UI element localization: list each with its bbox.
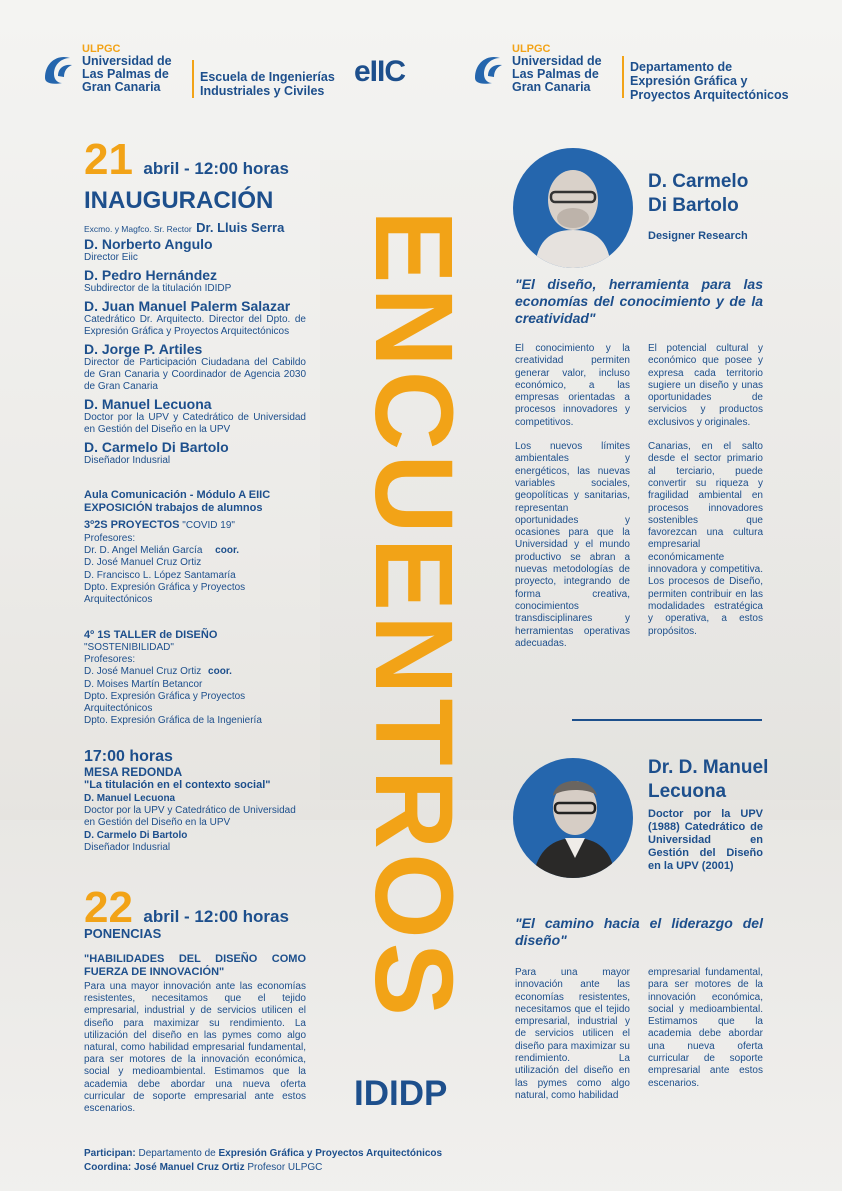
- person-role: Director de Participación Ciudadana del Cabildo de Gran Canaria y Coordinador de Agencia 2030 de Gran Canaria: [84, 357, 306, 392]
- day1-date: [84, 135, 324, 184]
- mesa-time: 17:00 horas: [84, 748, 173, 765]
- paragraph: Canarias, en el salto desde el sector primario al terciario, puede convertir su riqueza y fragilidad ambiental en procesos innovadores sostenibles que favorezcan una cultura empresarial económicamente innovadora y competitiva. Los procesos de Diseño, permiten contribuir en las modalidades estratégica y operativa, a estos propósitos.: [648, 441, 763, 637]
- speaker1-quote: "El diseño, herramienta para las economías del conocimiento y de la creatividad": [515, 276, 763, 326]
- person-role: Doctor por la UPV y Catedrático de Universidad en Gestión del Diseño en la UPV: [84, 412, 306, 435]
- expo-line: [84, 515, 306, 533]
- speaker1-name: [648, 170, 748, 218]
- rector-prefix: Excmo. y Magfco. Sr. Rector: [84, 224, 192, 234]
- university-name-line: Gran Canaria: [512, 80, 591, 94]
- university-name-line: Gran Canaria: [82, 80, 161, 94]
- prof-label: Profesores:: [84, 533, 136, 544]
- mesa-redonda-block: [84, 748, 306, 855]
- paragraph: El conocimiento y la creatividad permiten generar valor, incluso económico, a las empresas orientadas a procesos innovadores y competitivos.: [515, 343, 630, 428]
- footer-coordina: [84, 1161, 684, 1174]
- mesa-participant: D. Manuel Lecuona: [84, 793, 176, 804]
- eiic-logo: eIIC: [354, 55, 406, 88]
- professor: D. Francisco L. López Santamaría: [84, 569, 236, 581]
- speaker2-quote: "El camino hacia el liderazgo del diseño": [515, 915, 763, 948]
- ulpgc-logo-left: [42, 44, 172, 94]
- lecuona-portrait: [513, 758, 633, 878]
- school-line: Industriales y Civiles: [200, 84, 325, 98]
- coordina-label: Coordina:: [84, 1162, 132, 1173]
- mesa-role: Doctor por la UPV y Catedrático de Universidad en Gestión del Diseño en la UPV: [84, 805, 296, 829]
- speaker1-col1: [515, 343, 630, 650]
- university-name-line: Universidad de: [512, 54, 602, 68]
- taller-line: "SOSTENIBILIDAD": [84, 642, 174, 653]
- university-name-line: Las Palmas de: [82, 67, 169, 81]
- speaker1-col2: [648, 343, 763, 638]
- coor-label: coor.: [215, 545, 240, 557]
- section-divider: [572, 719, 762, 721]
- person-name: D. Manuel Lecuona: [84, 396, 212, 412]
- day2-text: Para una mayor innovación ante las economías resistentes, necesitamos que el tejido empresarial, industrial y de servicios utilicen el diseño para maximizar su rendimiento. La utilización del diseño en las pymes como algo natural, como habilidad empresarial fundamental, para ser motores de la innovación económica, social y medioambiental. Estimamos que la academia debe abordar una nueva oferta curricular de soporte empresarial ante estos escenarios.: [84, 981, 306, 1115]
- mesa-title: MESA REDONDA: [84, 765, 183, 779]
- speaker2-name: [648, 756, 768, 804]
- department: Dpto. Expresión Gráfica y Proyectos Arquitectónicos: [84, 690, 246, 715]
- day1-number: 21: [84, 135, 133, 184]
- mesa-participant: D. Carmelo Di Bartolo: [84, 830, 188, 842]
- taller-line: 4º 1S TALLER de DISEÑO: [84, 629, 218, 641]
- school-line: Escuela de Ingenierías: [200, 70, 335, 84]
- coordina-name: José Manuel Cruz Ortiz: [131, 1162, 245, 1173]
- day1-date-text: abril - 12:00 horas: [143, 159, 289, 178]
- ulpgc-tag: ULPGC: [512, 43, 551, 55]
- rector-name: Dr. Lluis Serra: [196, 220, 285, 235]
- person-name: D. Jorge P. Artiles: [84, 341, 203, 357]
- expo-course: 3º2S PROYECTOS: [84, 519, 180, 531]
- expo-line: EXPOSICIÓN trabajos de alumnos: [84, 502, 263, 514]
- speaker1-name-line: D. Carmelo: [648, 171, 749, 192]
- header-divider: [192, 60, 194, 98]
- speaker2-role: Doctor por la UPV (1988) Catedrático de Universidad en Gestión del Diseño en la UPV (2001): [648, 808, 763, 872]
- person-name: D. Pedro Hernández: [84, 267, 218, 283]
- encuentros-title: ENCUENTROS: [352, 209, 475, 1021]
- day2-date: [84, 883, 324, 932]
- person-role: Director Eiic: [84, 252, 138, 263]
- university-name-line: Las Palmas de: [512, 67, 599, 81]
- ulpgc-tag: ULPGC: [82, 43, 121, 55]
- speaker2-col1: Para una mayor innovación ante las economías resistentes, necesitamos que el tejido empresarial, industrial y de servicios utilicen el diseño para maximizar su rendimiento. La utilización del diseño en las pymes como algo natural, como habilidad: [515, 967, 630, 1101]
- person-role: Catedrático Dr. Arquitecto. Director del Dpto. de Expresión Gráfica y Proyectos Arquitectónicos: [84, 314, 306, 337]
- rector-line: [84, 219, 324, 237]
- carmelo-portrait: [513, 148, 633, 268]
- mesa-topic: "La titulación en el contexto social": [84, 779, 271, 791]
- expo-line: Aula Comunicación - Módulo A EIIC: [84, 489, 271, 501]
- coordina-role: Profesor ULPGC: [244, 1162, 323, 1173]
- speaker1-name-line: Di Bartolo: [648, 195, 739, 216]
- participan-label: Participan:: [84, 1148, 136, 1159]
- person-name: D. Carmelo Di Bartolo: [84, 439, 229, 455]
- ulpgc-logo-right: [472, 44, 602, 94]
- department-name: [630, 60, 789, 102]
- professor: [84, 666, 306, 678]
- department-line: Expresión Gráfica y: [630, 74, 748, 88]
- person-name: D. Juan Manuel Palerm Salazar: [84, 298, 291, 314]
- participan-department: Expresión Gráfica y Proyectos Arquitectónicos: [218, 1148, 443, 1159]
- school-name: [200, 70, 335, 98]
- paragraph: El potencial cultural y económico que posee y expresa cada territorio sugiere un diseño y unas oportunidades de servicios y productos exclusivos y originales.: [648, 343, 763, 428]
- ididp-title: IDIDP: [354, 1074, 448, 1113]
- professor: D. José Manuel Cruz Ortiz: [84, 557, 202, 569]
- department: Dpto. Expresión Gráfica de la Ingeniería: [84, 715, 262, 727]
- day2-date-text: abril - 12:00 horas: [143, 907, 289, 926]
- speaker1-role: Designer Research: [648, 230, 748, 242]
- day1-heading: INAUGURACIÓN: [84, 187, 274, 214]
- day2-subtitle: "HABILIDADES DEL DISEÑO COMO FUERZA DE INNOVACIÓN": [84, 953, 306, 978]
- coor-label: coor.: [208, 666, 232, 678]
- participan-text: Departamento de: [135, 1148, 219, 1159]
- ulpgc-wave-icon: [472, 52, 506, 86]
- person-name: D. Norberto Angulo: [84, 236, 213, 252]
- professor: [84, 545, 306, 557]
- speaker2-name-line: Lecuona: [648, 781, 727, 802]
- expo-course-topic: "COVID 19": [179, 520, 235, 531]
- department-line: Proyectos Arquitectónicos: [630, 88, 789, 102]
- university-name-line: Universidad de: [82, 54, 172, 68]
- footer-participan: [84, 1147, 684, 1160]
- speaker-list: [84, 236, 306, 467]
- person-role: Subdirector de la titulación IDIDP: [84, 283, 232, 294]
- professor: D. Moises Martín Betancor: [84, 678, 203, 690]
- prof-label: Profesores:: [84, 654, 136, 666]
- paragraph: Los nuevos límites ambientales y energéticos, las nuevas variables sociales, geopolíticas y sanitarias, representan oportunidades y ocasiones para que la Universidad y el mundo productivo se abran a nuevas metodologías de proyecto, integrando de forma creativa, conocimientos transdisciplinares y herramientas operativas adecuadas.: [515, 441, 630, 649]
- exposicion-block: [84, 489, 306, 606]
- ulpgc-wave-icon: [42, 52, 76, 86]
- mesa-role: Diseñador Indusrial: [84, 842, 171, 854]
- department: Dpto. Expresión Gráfica y Proyectos Arquitectónicos: [84, 581, 246, 606]
- person-role: Diseñador Indusrial: [84, 455, 171, 466]
- header-divider: [622, 56, 624, 98]
- professor-name: D. José Manuel Cruz Ortiz: [84, 666, 202, 678]
- day2-number: 22: [84, 883, 133, 932]
- department-line: Departamento de: [630, 60, 733, 74]
- day2-heading: PONENCIAS: [84, 926, 162, 941]
- speaker2-col2: empresarial fundamental, para ser motores de la innovación económica, social y medioambiental. Estimamos que la academia debe abordar una nueva oferta curricular de soporte empresarial ante estos escenarios.: [648, 967, 763, 1089]
- professor-name: Dr. D. Angel Melián García: [84, 545, 203, 557]
- speaker2-name-line: Dr. D. Manuel: [648, 757, 769, 778]
- taller-block: [84, 629, 306, 727]
